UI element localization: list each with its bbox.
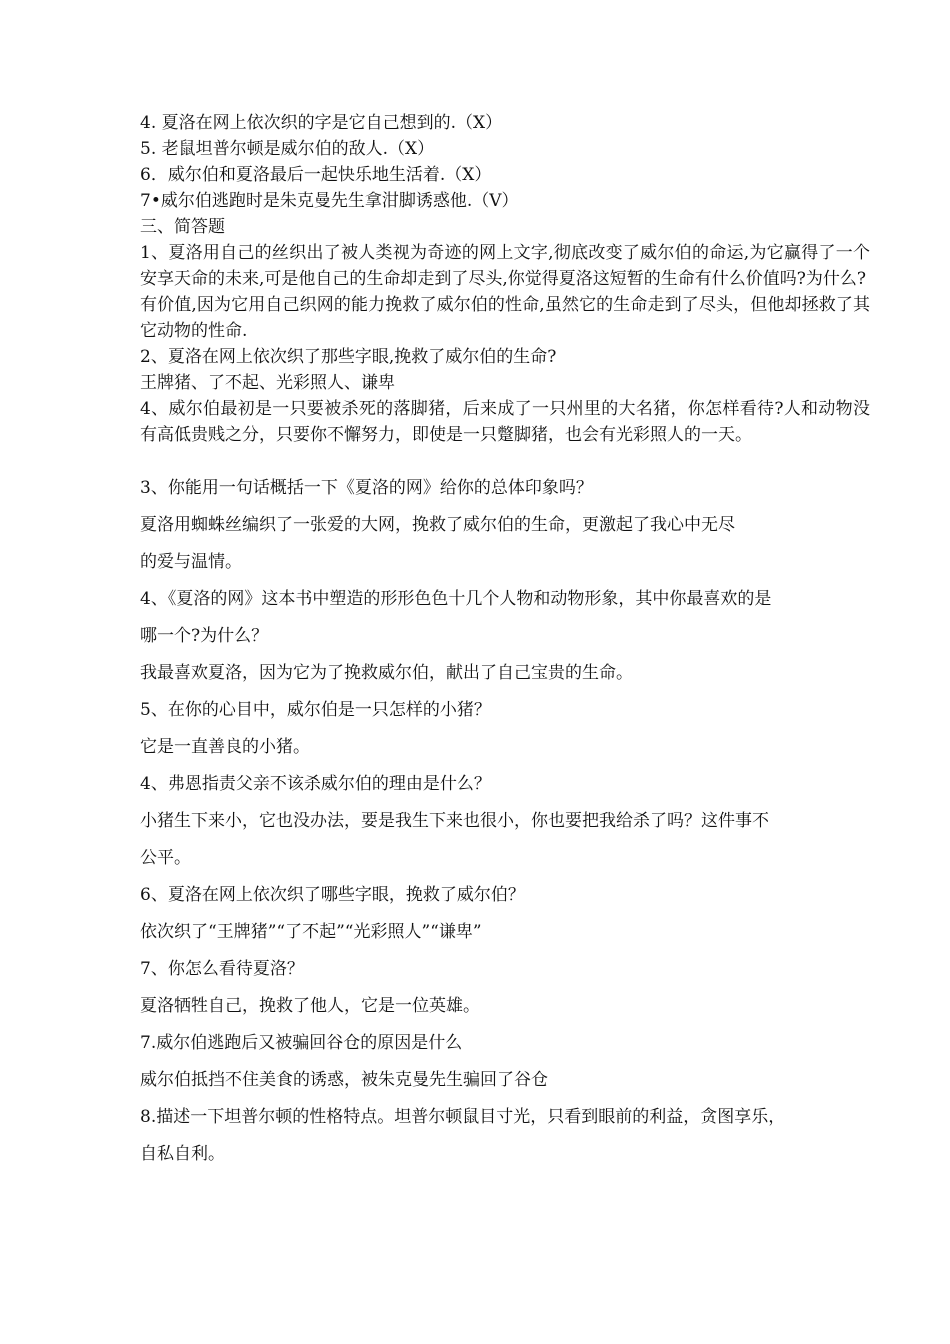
question-answer-4: 4、威尔伯最初是一只要被杀死的落脚猪，后来成了一只州里的大名猪，你怎样看待?人和动物没有高低贵贱之分，只要你不懈努力，即使是一只蹩脚猪，也会有光彩照人的一天。 — [140, 399, 870, 445]
answer-line: 威尔伯抵挡不住美食的诱惑，被朱克曼先生骗回了谷仓 — [140, 1070, 548, 1090]
answer-1: 有价值,因为它用自己织网的能力挽救了威尔伯的性命,虽然它的生命走到了尽头，但他却拯救了其它动物的性命. — [140, 295, 870, 341]
question-line: 7、你怎么看待夏洛？ — [140, 959, 304, 979]
question-line: 7.威尔伯逃跑后又被骗回谷仓的原因是什么 — [140, 1033, 463, 1053]
question-answer-line: 8.描述一下坦普尔顿的性格特点。坦普尔顿鼠目寸光，只看到眼前的利益，贪图享乐， — [140, 1107, 786, 1127]
question-line: 哪一个?为什么？ — [140, 626, 269, 646]
question-line: 5、在你的心目中，威尔伯是一只怎样的小猪？ — [140, 700, 491, 720]
answer-line: 夏洛牺牲自己，挽救了他人，它是一位英雄。 — [140, 996, 480, 1016]
answer-line: 公平。 — [140, 848, 191, 868]
true-false-item: 6．威尔伯和夏洛最后一起快乐地生活着.（X） — [140, 165, 492, 185]
section-title: 三、简答题 — [140, 217, 225, 237]
answer-line: 夏洛用蜘蛛丝编织了一张爱的大网，挽救了威尔伯的生命，更激起了我心中无尽 — [140, 515, 735, 535]
true-false-item: 4. 夏洛在网上依次织的字是它自己想到的.（X） — [140, 113, 503, 133]
answer-line: 依次织了“王牌猪”“了不起”“光彩照人”“谦卑” — [140, 922, 482, 942]
question-line: 3、你能用一句话概括一下《夏洛的网》给你的总体印象吗？ — [140, 478, 593, 498]
answer-line: 的爱与温情。 — [140, 552, 242, 572]
answer-line: 小猪生下来小，它也没办法，要是我生下来也很小，你也要把我给杀了吗？这件事不 — [140, 811, 769, 831]
answer-2: 王牌猪、了不起、光彩照人、谦卑 — [140, 373, 395, 393]
answer-line: 我最喜欢夏洛，因为它为了挽救威尔伯，献出了自己宝贵的生命。 — [140, 663, 633, 683]
question-line: 4、弗恩指责父亲不该杀威尔伯的理由是什么？ — [140, 774, 491, 794]
answer-line: 它是一直善良的小猪。 — [140, 737, 310, 757]
answers-block — [140, 470, 870, 1173]
true-false-item: 7•威尔伯逃跑时是朱克曼先生拿泔脚诱惑他.（V） — [140, 191, 519, 211]
true-false-item: 5. 老鼠坦普尔顿是威尔伯的敌人.（X） — [140, 139, 435, 159]
question-1: 1、夏洛用自己的丝织出了被人类视为奇迹的网上文字,彻底改变了威尔伯的命运,为它赢得了一个安享天命的未来,可是他自己的生命却走到了尽头,你觉得夏洛这短暂的生命有什么价值吗?为什么? — [140, 243, 870, 289]
answer-line: 自私自利。 — [140, 1144, 225, 1164]
document-page — [140, 110, 870, 1173]
question-2: 2、夏洛在网上依次织了那些字眼,挽救了威尔伯的生命? — [140, 347, 557, 367]
question-line: 4、《夏洛的网》这本书中塑造的形形色色十几个人物和动物形象，其中你最喜欢的是 — [140, 589, 772, 609]
question-line: 6、夏洛在网上依次织了哪些字眼，挽救了威尔伯？ — [140, 885, 525, 905]
